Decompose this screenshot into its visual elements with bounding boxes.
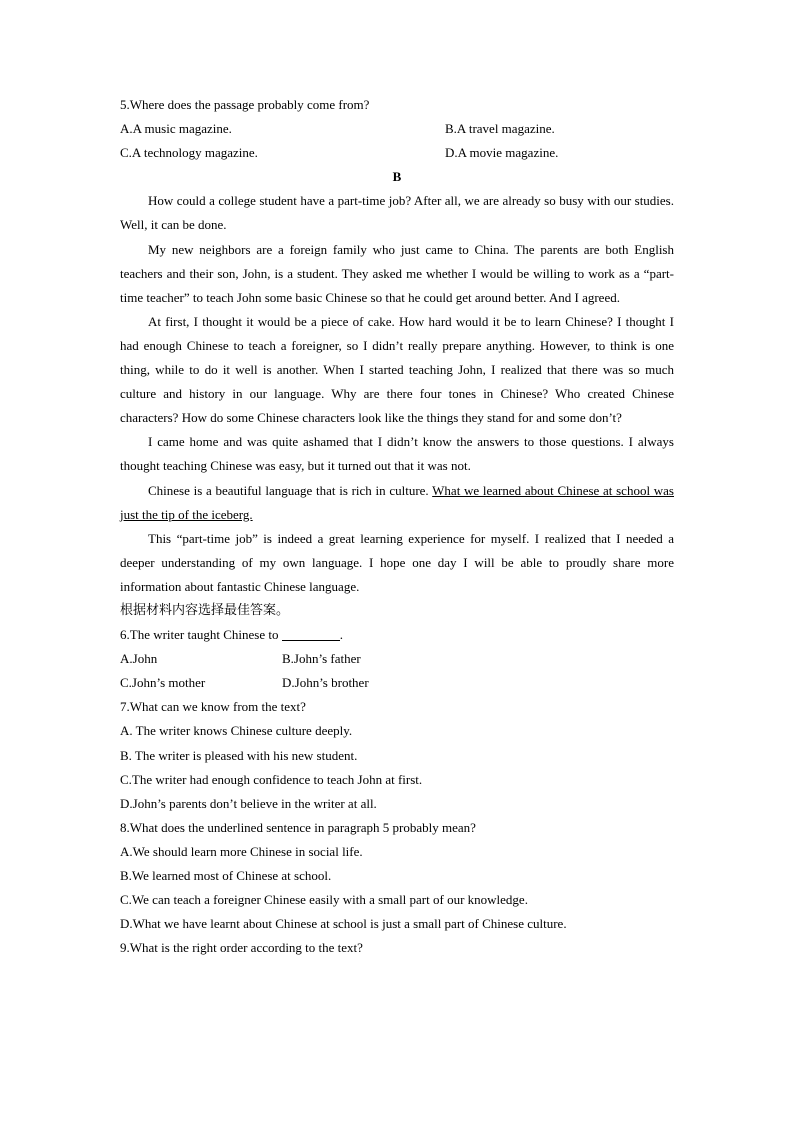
passage-paragraph-1: How could a college student have a part-time job? After all, we are already so busy with our studies. Well, it can be done. [120,193,674,233]
question-6-options-row-1 [120,647,674,671]
section-heading-b: B [392,169,402,185]
passage-paragraph-6: This “part-time job” is indeed a great learning experience for myself. I realized that I needed a deeper understanding of my own language. I hope one day I will be able to proudly share more information about fantastic Chinese language. [120,530,674,594]
instruction-text: 根据材料内容选择最佳答案。 [120,602,290,618]
q7-option-d: D.John’s parents don’t believe in the writer at all. [120,795,377,811]
passage-paragraph-2: My new neighbors are a foreign family who just came to China. The parents are both English teachers and their son, John, is a student. They asked me whether I would be willing to work as a “part-time teacher” to teach John some basic Chinese so that he could get around better. And I agreed. [120,241,674,305]
question-9: 9.What is the right order according to the text? [120,940,363,956]
q6-question-end: . [339,627,343,643]
answer-blank [282,626,340,641]
q7-option-b: B. The writer is pleased with his new student. [120,747,358,763]
q7-option-c: C.The writer had enough confidence to teach John at first. [120,771,423,787]
question-5-options-row-1 [120,117,674,141]
q8-option-d: D.What we have learnt about Chinese at school is just a small part of Chinese culture. [120,916,567,932]
q8-option-c: C.We can teach a foreigner Chinese easily with a small part of our knowledge. [120,892,528,908]
question-6 [120,623,674,647]
document-page [120,93,674,960]
q6-option-a: A.John [120,651,158,667]
question-5-options-row-2 [120,141,674,165]
paragraph-5-text: Chinese is a beautiful language that is rich in culture. [148,482,433,498]
q5-option-d: D.A movie magazine. [445,145,559,161]
q5-option-c: C.A technology magazine. [120,145,258,161]
passage-paragraph-5 [120,479,674,527]
underlined-sentence: What we learned about Chinese at school was just the tip of the iceberg. [120,482,674,522]
passage-paragraph-4: I came home and was quite ashamed that I didn’t know the answers to those questions. I always thought teaching Chinese was easy, but it turned out that it was not. [120,434,674,474]
q5-option-a: A.A music magazine. [120,121,232,137]
q6-option-c: C.John’s mother [120,675,206,691]
question-6-options-row-2 [120,671,674,695]
q6-question-text: 6.The writer taught Chinese to [120,627,282,643]
question-7: 7.What can we know from the text? [120,699,306,715]
q7-option-a: A. The writer knows Chinese culture deeply. [120,723,353,739]
question-8: 8.What does the underlined sentence in paragraph 5 probably mean? [120,819,476,835]
q8-option-b: B.We learned most of Chinese at school. [120,868,332,883]
q5-option-b: B.A travel magazine. [445,121,555,137]
q6-option-b: B.John’s father [282,651,361,667]
question-5: 5.Where does the passage probably come from? [120,97,370,112]
passage-paragraph-3: At first, I thought it would be a piece of cake. How hard would it be to learn Chinese? I thought I had enough Chinese to teach a foreigner, so I didn’t really prepare anything. However, to think is one thing, while to do it well is another. When I started teaching John, I realized that there was so much culture and history in our language. Why are there four tones in Chinese? Who created Chinese characters? How do some Chinese characters look like the things they stand for and some don’t? [120,313,674,426]
q8-option-a: A.We should learn more Chinese in social life. [120,843,363,859]
q6-option-d: D.John’s brother [282,675,369,691]
